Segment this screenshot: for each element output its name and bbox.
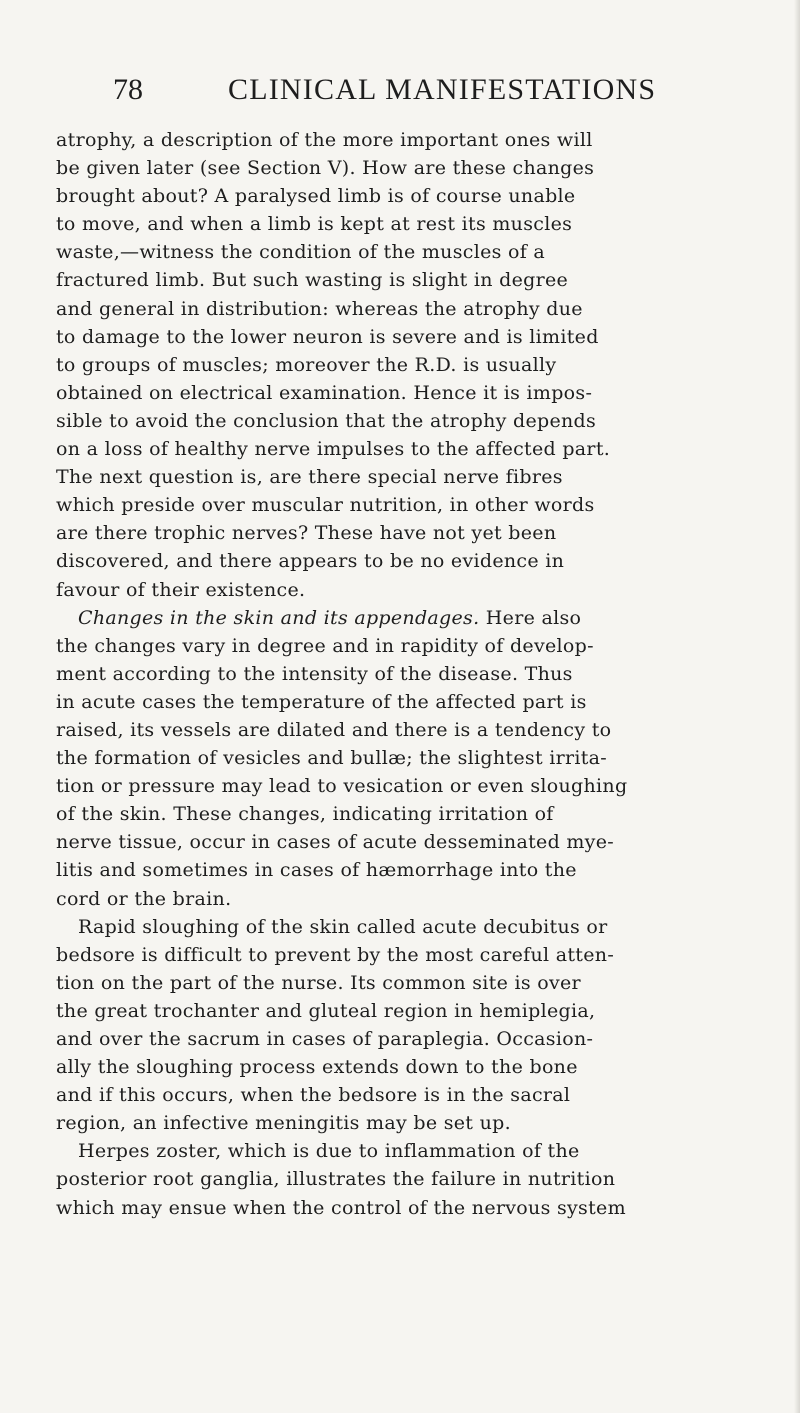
text-line: bedsore is difficult to prevent by the most careful atten- — [56, 943, 615, 966]
text-line: litis and sometimes in cases of hæmorrhage into the — [56, 859, 577, 882]
text-line: fractured limb. But such wasting is slight in degree — [56, 269, 569, 292]
section-heading-line — [56, 604, 794, 632]
text-line: which may ensue when the control of the nervous system — [56, 1196, 626, 1219]
text-line: of the skin. These changes, indicating irritation of — [56, 803, 554, 826]
text-line: discovered, and there appears to be no evidence in — [56, 550, 565, 573]
page-header — [113, 70, 733, 110]
text-line: The next question is, are there special nerve fibres — [56, 466, 563, 489]
text-line: to damage to the lower neuron is severe and is limited — [56, 325, 599, 348]
text-line: ally the sloughing process extends down to the bone — [56, 1056, 578, 1079]
running-head: CLINICAL MANIFESTATIONS — [228, 73, 657, 106]
text-line: tion on the part of the nurse. Its common site is over — [56, 971, 581, 994]
text-line: region, an infective meningitis may be set up. — [56, 1112, 511, 1135]
text-line: waste,—witness the condition of the muscles of a — [56, 241, 546, 264]
text-line: sible to avoid the conclusion that the atrophy depends — [56, 409, 597, 432]
text-line: and general in distribution: whereas the atrophy due — [56, 297, 583, 320]
text-line: favour of their existence. — [56, 578, 306, 601]
paragraph-first-line: Herpes zoster, which is due to inflammation of the — [78, 1140, 580, 1163]
text-line: obtained on electrical examination. Hence it is impos- — [56, 381, 593, 404]
text-line: the changes vary in degree and in rapidity of develop- — [56, 634, 594, 657]
text-line: in acute cases the temperature of the affected part is — [56, 690, 587, 713]
text-line: to move, and when a limb is kept at rest its muscles — [56, 213, 573, 236]
text-line: cord or the brain. — [56, 887, 232, 910]
italic-section-heading: Changes in the skin and its appendages. — [78, 606, 480, 629]
text-line: brought about? A paralysed limb is of course unable — [56, 185, 576, 208]
text-line: are there trophic nerves? These have not yet been — [56, 522, 557, 545]
text-line: and if this occurs, when the bedsore is in the sacral — [56, 1084, 571, 1107]
text-line: posterior root ganglia, illustrates the failure in nutrition — [56, 1168, 616, 1191]
text-line: raised, its vessels are dilated and there is a tendency to — [56, 718, 612, 741]
text-line: ment according to the intensity of the disease. Thus — [56, 662, 573, 685]
paragraph-first-line: Rapid sloughing of the skin called acute decubitus or — [78, 915, 608, 938]
text-line: the great trochanter and gluteal region in hemiplegia, — [56, 999, 596, 1022]
text-line: the formation of vesicles and bullæ; the slightest irrita- — [56, 747, 608, 770]
text-line: which preside over muscular nutrition, in other words — [56, 494, 595, 517]
page-number: 78 — [113, 73, 143, 106]
body-text — [56, 126, 794, 1222]
heading-continuation: Here also — [479, 606, 582, 629]
text-line: nerve tissue, occur in cases of acute desseminated mye- — [56, 831, 614, 854]
text-line: be given later (see Section V). How are these changes — [56, 157, 595, 180]
text-line: atrophy, a description of the more important ones will — [56, 129, 593, 151]
text-line: tion or pressure may lead to vesication or even sloughing — [56, 775, 628, 798]
text-line: on a loss of healthy nerve impulses to the affected part. — [56, 438, 611, 461]
text-line: and over the sacrum in cases of paraplegia. Occasion- — [56, 1028, 594, 1050]
text-line: to groups of muscles; moreover the R.D. is usually — [56, 353, 557, 376]
page-edge — [794, 0, 800, 1413]
